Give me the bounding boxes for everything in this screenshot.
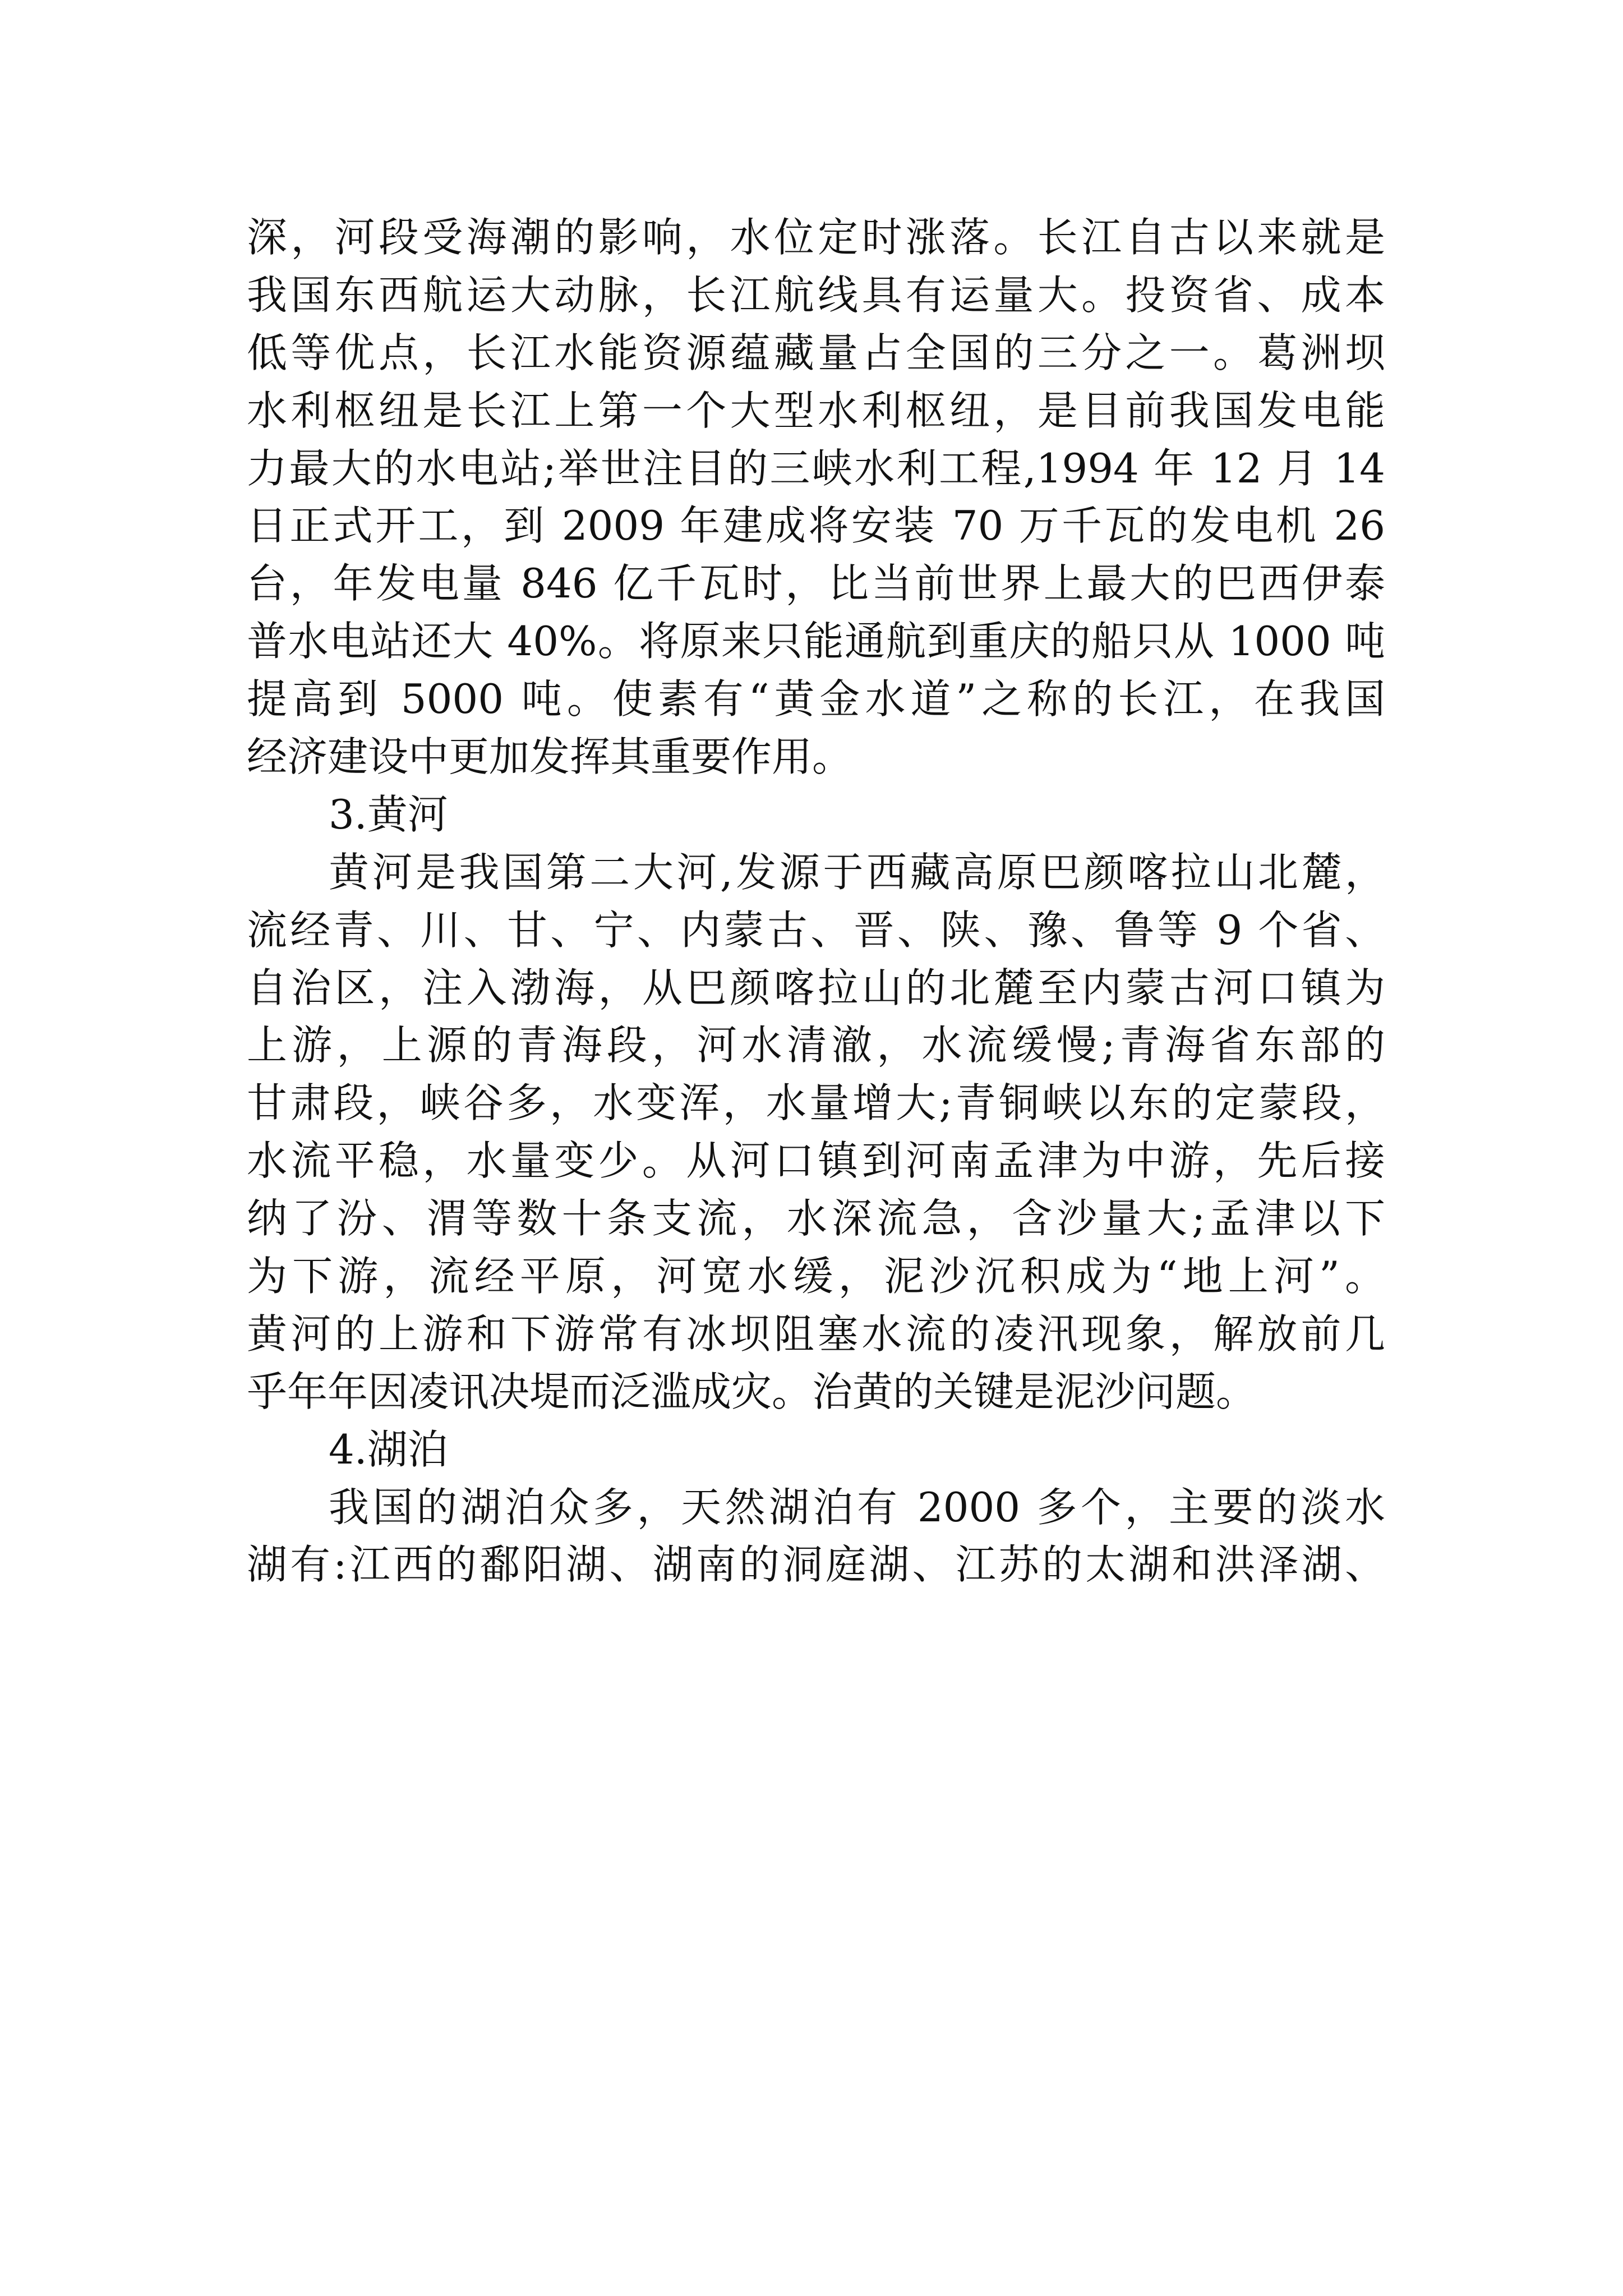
text-line: 力最大的水电站;举世注目的三峡水利工程,1994 年 12 月 14 xyxy=(247,444,1385,492)
text-line: 上游，上源的青海段，河水清澈，水流缓慢;青海省东部的 xyxy=(247,1022,1385,1069)
text-line: 深，河段受海潮的影响，水位定时涨落。长江自古以来就是 xyxy=(247,214,1385,261)
text-line: 纳了汾、渭等数十条支流，水深流急，含沙量大;孟津以下 xyxy=(247,1195,1385,1243)
document-page xyxy=(247,210,1385,1595)
text-line: 台，年发电量 846 亿千瓦时，比当前世界上最大的巴西伊泰 xyxy=(247,560,1385,608)
section-heading-lakes: 4.湖泊 xyxy=(329,1425,448,1473)
text-line: 经济建设中更加发挥其重要作用。 xyxy=(247,733,853,781)
text-line: 流经青、川、甘、宁、内蒙古、晋、陕、豫、鲁等 9 个省、 xyxy=(247,906,1385,954)
paragraph-first-line: 黄河是我国第二大河,发源于西藏高原巴颜喀拉山北麓， xyxy=(329,848,1385,896)
text-line: 湖有:江西的鄱阳湖、湖南的洞庭湖、江苏的太湖和洪泽湖、 xyxy=(247,1541,1385,1589)
text-line: 普水电站还大 40%。将原来只能通航到重庆的船只从 1000 吨 xyxy=(247,618,1385,665)
text-line: 乎年年因凌讯决堤而泛滥成灾。治黄的关键是泥沙问题。 xyxy=(247,1368,1257,1415)
text-line: 为下游，流经平原，河宽水缓，泥沙沉积成为“地上河”。 xyxy=(247,1253,1385,1300)
text-line: 日正式开工，到 2009 年建成将安装 70 万千瓦的发电机 26 xyxy=(247,502,1385,550)
text-line: 黄河的上游和下游常有冰坝阻塞水流的凌汛现象，解放前几 xyxy=(247,1310,1385,1358)
section-heading-yellow-river: 3.黄河 xyxy=(329,790,448,838)
text-line: 低等优点，长江水能资源蕴藏量占全国的三分之一。葛洲坝 xyxy=(247,329,1385,376)
paragraph-first-line: 我国的湖泊众多，天然湖泊有 2000 多个，主要的淡水 xyxy=(329,1483,1385,1531)
text-line: 甘肃段，峡谷多，水变浑，水量增大;青铜峡以东的定蒙段， xyxy=(247,1079,1385,1127)
text-line: 提高到 5000 吨。使素有“黄金水道”之称的长江，在我国 xyxy=(247,675,1385,723)
text-line: 我国东西航运大动脉，长江航线具有运量大。投资省、成本 xyxy=(247,271,1385,319)
text-line: 自治区，注入渤海，从巴颜喀拉山的北麓至内蒙古河口镇为 xyxy=(247,964,1385,1011)
text-line: 水流平稳，水量变少。从河口镇到河南孟津为中游，先后接 xyxy=(247,1137,1385,1185)
text-line: 水利枢纽是长江上第一个大型水利枢纽，是目前我国发电能 xyxy=(247,386,1385,434)
